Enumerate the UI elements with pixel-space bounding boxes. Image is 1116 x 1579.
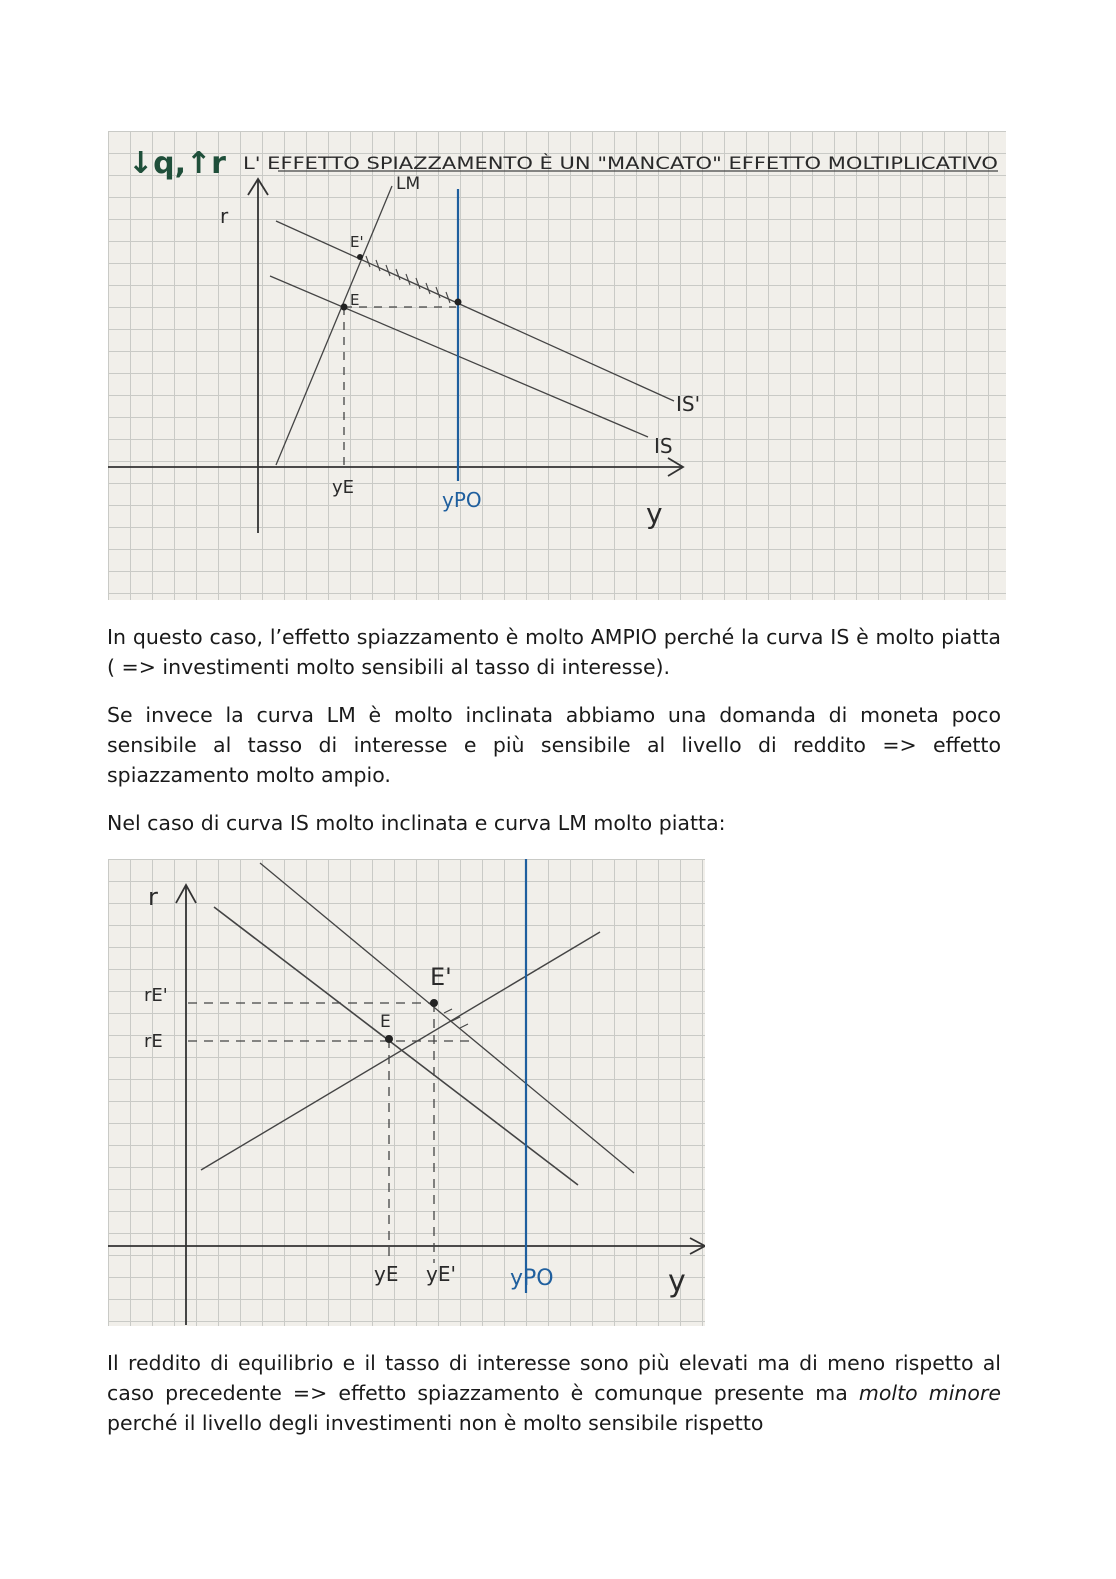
ye-label: yE xyxy=(374,1262,399,1286)
ypo-label: yPO xyxy=(510,1266,554,1291)
paragraph-3: Nel caso di curva IS molto inclinata e curva LM molto piatta: xyxy=(107,811,726,835)
figure-2-diagram xyxy=(108,859,705,1326)
ypo-label: yPO xyxy=(442,488,482,512)
figure-heading: L' EFFETTO SPIAZZAMENTO È UN "MANCATO" EFFETTO MOLTIPLICATIVO xyxy=(243,154,854,174)
paragraph-4 xyxy=(107,1348,1001,1438)
y-axis-label: y xyxy=(668,1264,686,1299)
point-ypo xyxy=(455,299,462,306)
point-e xyxy=(341,304,348,311)
paragraph-1: In questo caso, l’effetto spiazzamento è molto AMPIO perché la curva IS è molto piatta ( => investimenti molto sensibili al tasso di interesse). xyxy=(107,625,1001,679)
re-prime-label: rE' xyxy=(144,985,168,1006)
e-prime-label: E' xyxy=(350,233,364,251)
lm-label: LM xyxy=(396,174,421,194)
r-axis-label: r xyxy=(220,204,229,228)
point-e-prime xyxy=(357,254,363,260)
lm-curve xyxy=(276,186,392,465)
is-prime-curve xyxy=(260,863,634,1173)
ye-label: yE xyxy=(332,477,355,498)
is-label: IS xyxy=(654,434,673,458)
y-axis-label: y xyxy=(646,497,663,530)
is-prime-label: IS' xyxy=(676,392,701,416)
point-e xyxy=(385,1035,393,1043)
crowding-out-hatching xyxy=(366,256,450,303)
r-axis-label: r xyxy=(148,883,158,911)
figure-1-photo xyxy=(108,131,1006,600)
lm-curve xyxy=(201,932,600,1170)
paragraph-4-text-end: perché il livello degli investimenti non è molto sensibile rispetto xyxy=(107,1411,764,1435)
point-e-prime xyxy=(430,999,438,1007)
ye-prime-label: yE' xyxy=(426,1262,456,1286)
e-prime-label: E' xyxy=(430,963,452,991)
paragraph-4-text: Il reddito di equilibrio e il tasso di interesse sono più elevati ma di meno rispetto al caso precedente => effetto spiazzamento è comunque presente ma xyxy=(107,1351,1001,1405)
heading-prefix: ↓q,↑r xyxy=(128,146,226,181)
is-prime-curve xyxy=(276,221,674,401)
e-label: E xyxy=(380,1012,391,1032)
paragraph-2: Se invece la curva LM è molto inclinata abbiamo una domanda di moneta poco sensibile al tasso di interesse e più sensibile al livello di reddito => effetto spiazzamento molto ampio. xyxy=(107,703,1001,787)
figure-2-photo xyxy=(108,859,705,1326)
paragraph-4-emphasis: molto minore xyxy=(858,1381,1001,1405)
figure-1-diagram xyxy=(108,131,1006,600)
is-curve xyxy=(214,907,578,1185)
re-label: rE xyxy=(144,1031,163,1052)
e-label: E xyxy=(350,291,360,309)
